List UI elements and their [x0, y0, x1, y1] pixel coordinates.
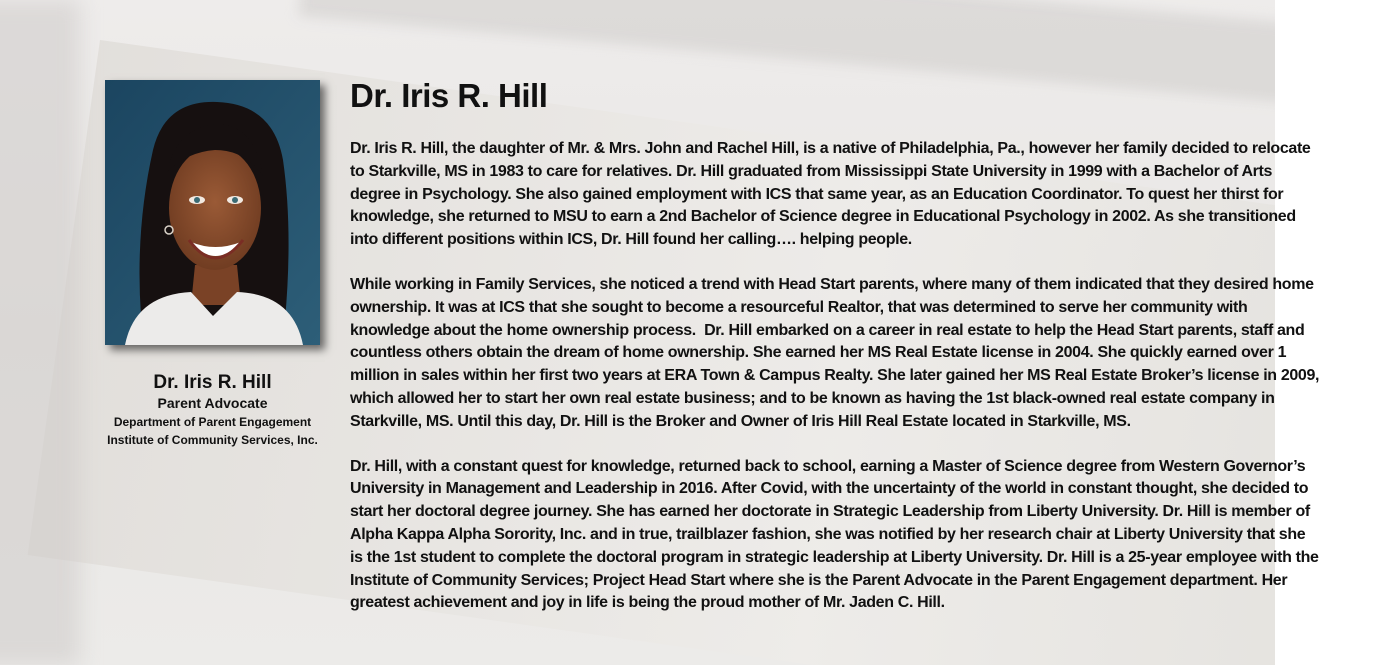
bio-section — [350, 76, 1324, 637]
profile-photo — [105, 80, 320, 345]
caption-department: Department of Parent Engagement — [113, 415, 312, 429]
bio-paragraph-3: Dr. Hill, with a constant quest for knowledge, returned back to school, earning a Master of Science degree from Western Governor’s University in Management and Leadership in 2016. After Covid, with the uncertainty of the world in constant thought, she decided to start her doctoral degree journey. She has earned her doctorate in Strategic Leadership from Liberty University. Dr. Hill is member of Alpha Kappa Alpha Sorority, Inc. and in true, trailblazer fashion, she was notified by her research chair at Liberty University that she is the 1st student to complete the doctoral program in strategic leadership at Liberty University. Dr. Hill is a 25-year employee with the Institute of Community Services; Project Head Start where she is the Parent Advocate in the Parent Engagement department. Her greatest achievement and joy in life is being the proud mother of Mr. Jaden C. Hill. — [350, 457, 1323, 612]
caption-organization: Institute of Community Services, Inc. — [107, 433, 318, 447]
bio-paragraph-1: Dr. Iris R. Hill, the daughter of Mr. & Mrs. John and Rachel Hill, is a native of Philadelphia, Pa., however her family decided to relocate to Starkville, MS in 1983 to care for relatives. Dr. Hill graduated from Mississippi State University in 1999 with a Bachelor of Arts degree in Psychology. She also gained employment with ICS that same year, as an Education Coordinator. To quest her thirst for knowledge, she returned to MSU to earn a 2nd Bachelor of Science degree in Educational Psychology in 2002. As she transitioned into different positions within ICS, Dr. Hill found her calling…. helping people. — [350, 140, 1315, 249]
page-title: Dr. Iris R. Hill — [350, 77, 548, 114]
photo-caption — [105, 372, 320, 449]
sign-edge-shadow — [0, 0, 80, 665]
caption-title: Parent Advocate — [157, 395, 268, 411]
caption-name: Dr. Iris R. Hill — [153, 372, 272, 393]
bio-paragraph-2: While working in Family Services, she noticed a trend with Head Start parents, where many of them indicated that they desired home ownership. It was at ICS that she sought to become a resourceful Realtor, that was determined to serve her community with knowledge about the home ownership process. Dr. Hill embarked on a career in real estate to help the Head Start parents, staff and countless others obtain the dream of home ownership. She earned her MS Real Estate license in 2004. She quickly earned over 1 million in sales within her first two years at ERA Town & Campus Realty. She later gained her MS Real Estate Broker’s license in 2009, which allowed her to start her own real estate business; and to be known as having the 1st black-owned real estate company in Starkville, MS. Until this day, Dr. Hill is the Broker and Owner of Iris Hill Real Estate located in Starkville, MS. — [350, 275, 1324, 430]
